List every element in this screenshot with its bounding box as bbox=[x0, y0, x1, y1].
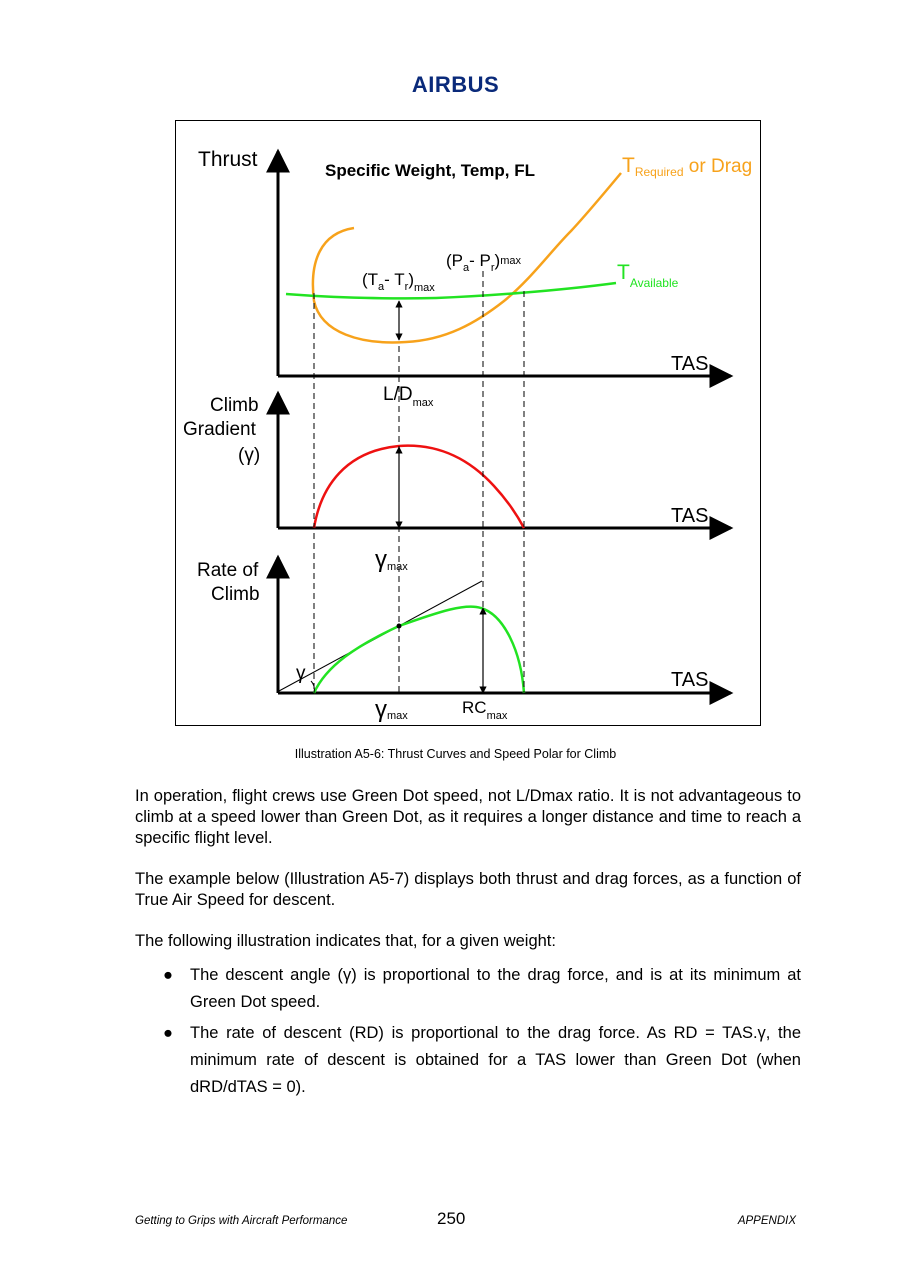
gamma-small-label: γ bbox=[296, 663, 306, 684]
bullet-descent-angle: ● The descent angle (γ) is proportional to the drag force, and is at its minimum at Green Dot speed. bbox=[135, 962, 801, 1016]
paragraph-descent-example: The example below (Illustration A5-7) displays both thrust and drag forces, as a function of True Air Speed for descent. bbox=[135, 870, 801, 909]
t-required-label: $T_{Required}$ or Drag bbox=[622, 154, 753, 179]
footer-section: APPENDIX bbox=[737, 1215, 796, 1227]
top-tas-label: TAS bbox=[671, 353, 709, 375]
climb-gradient-curve bbox=[314, 446, 524, 528]
footer-page-number: 250 bbox=[437, 1209, 466, 1228]
thrust-curves-diagram bbox=[176, 121, 762, 727]
thrust-axis-label: Thrust bbox=[198, 148, 258, 171]
ta-tr-max-label: ($T_a-$ $T_r)_{max}$ bbox=[362, 270, 435, 294]
bullet-list bbox=[135, 962, 801, 1105]
rate-of-climb-curve bbox=[314, 607, 524, 693]
pa-pr-max-label: ($P_a-$ $P_r)\max$ bbox=[446, 251, 521, 274]
gamma-max-bottom-label: γmax bbox=[375, 696, 408, 723]
gradient-axis-label-1: Climb bbox=[210, 395, 259, 416]
t-available-label: $T_{Available}$ bbox=[617, 261, 679, 290]
rc-max-label: $RC_{max}$ bbox=[462, 698, 508, 722]
t-available-curve bbox=[286, 283, 616, 298]
gamma-max-label: γmax bbox=[375, 546, 408, 573]
ld-max-label: $L/D_{max}$ bbox=[383, 384, 434, 409]
gradient-axis-label-3: (γ) bbox=[238, 445, 261, 466]
thrust-curves-figure bbox=[175, 120, 761, 726]
paragraph-illustration-intro: The following illustration indicates that, for a given weight: bbox=[135, 932, 556, 950]
rate-axis-label-2: Climb bbox=[211, 584, 260, 605]
rate-axis-label-1: Rate of bbox=[197, 560, 259, 581]
bullet-dot-icon: ● bbox=[163, 966, 173, 984]
middle-tas-label: TAS bbox=[671, 505, 709, 527]
footer-document-title: Getting to Grips with Aircraft Performance bbox=[135, 1215, 348, 1227]
gradient-axis-label-2: Gradient bbox=[183, 419, 256, 440]
bullet-rate-of-descent: ● The rate of descent (RD) is proportional to the drag force. As RD = TAS.γ, the minimum rate of descent is obtained for a TAS lower than Green Dot (when dRD/dTAS = 0). bbox=[135, 1020, 801, 1101]
paragraph-green-dot: In operation, flight crews use Green Dot speed, not L/Dmax ratio. It is not advantageous to climb at a speed lower than Green Dot, as it requires a longer distance and time to reach a specific flight level. bbox=[135, 787, 801, 847]
t-required-curve bbox=[313, 173, 621, 342]
bottom-tas-label: TAS bbox=[671, 669, 709, 691]
figure-caption: Illustration A5-6: Thrust Curves and Speed Polar for Climb bbox=[294, 747, 617, 761]
airbus-logo: AIRBUS bbox=[411, 72, 500, 97]
bullet-dot-icon: ● bbox=[163, 1024, 173, 1042]
figure-title: Specific Weight, Temp, FL bbox=[325, 161, 536, 180]
